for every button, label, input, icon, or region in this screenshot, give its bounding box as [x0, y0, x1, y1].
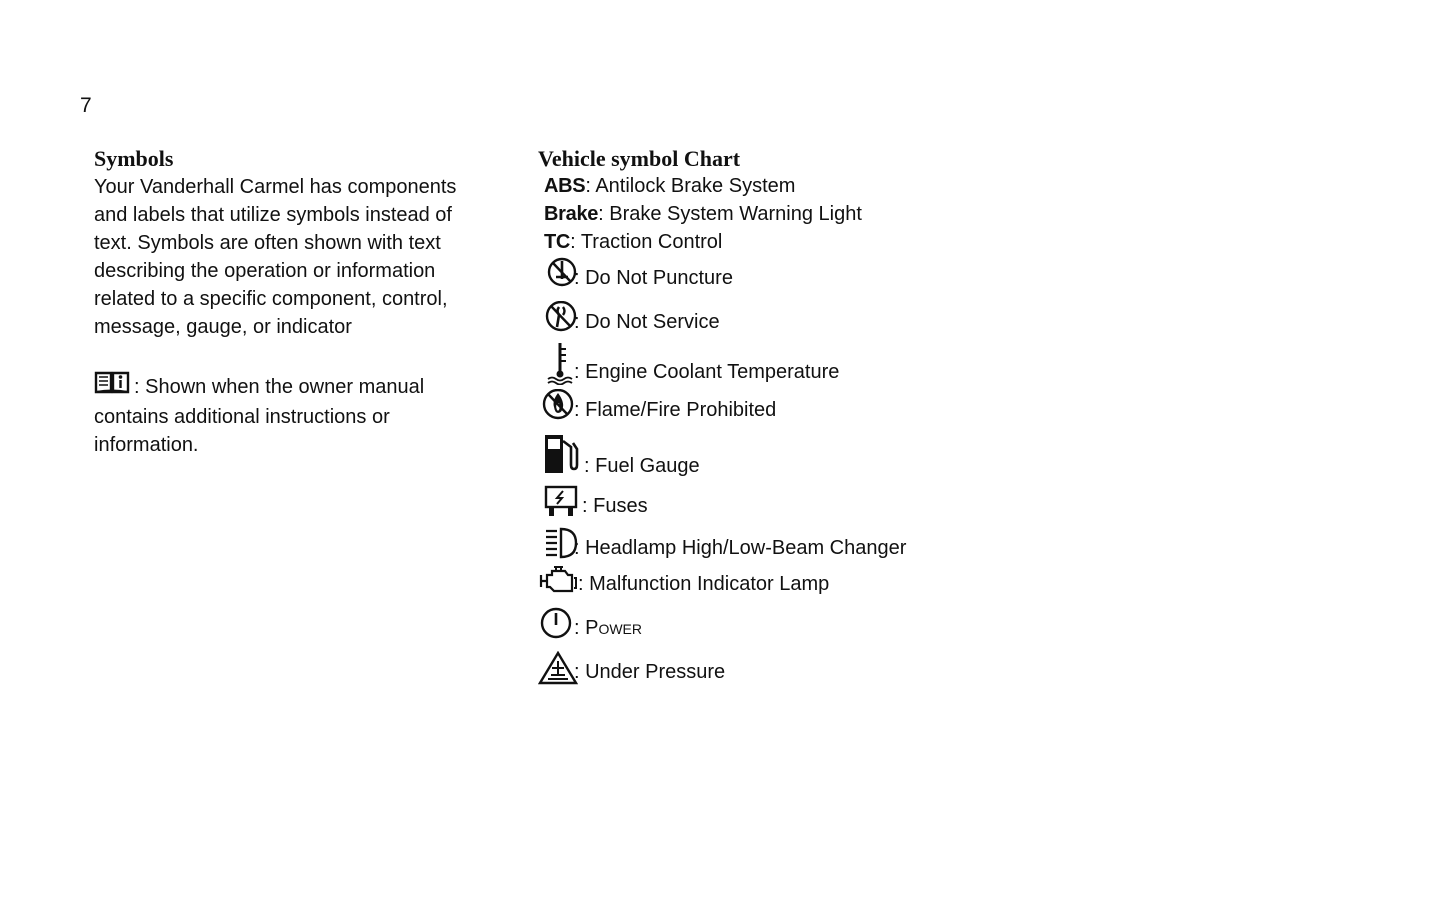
under-pressure-icon	[538, 651, 574, 685]
symbol-row-power	[538, 607, 642, 641]
do-not-puncture-text: : Do Not Puncture	[574, 267, 733, 289]
tc-label: TC	[544, 231, 571, 253]
symbols-section	[94, 145, 494, 459]
fuel-gauge-icon	[538, 431, 584, 479]
brake-description: : Brake System Warning Light	[598, 203, 862, 225]
owner-manual-note	[94, 369, 494, 459]
symbol-row-malfunction	[538, 563, 829, 597]
engine-coolant-text: : Engine Coolant Temperature	[574, 361, 840, 383]
power-icon	[538, 607, 574, 641]
headlamp-icon	[538, 527, 574, 561]
symbol-row-headlamp	[538, 527, 906, 561]
symbol-row-abs	[538, 173, 795, 199]
headlamp-text: : Headlamp High/Low-Beam Changer	[574, 537, 907, 559]
flame-prohibited-text: : Flame/Fire Prohibited	[574, 399, 777, 421]
abs-label: ABS	[544, 175, 586, 197]
book-icon	[94, 369, 130, 403]
do-not-puncture-icon	[538, 257, 574, 291]
brake-label: Brake	[544, 203, 599, 225]
engine-malfunction-icon	[538, 563, 578, 597]
symbols-description: Your Vanderhall Carmel has components and labels that utilize symbols instead of text. Symbols are often shown with text describing the operation or information related to a specific component, control, message, gauge, or indicator	[94, 176, 457, 338]
do-not-service-text: : Do Not Service	[574, 311, 720, 333]
malfunction-text: : Malfunction Indicator Lamp	[578, 573, 830, 595]
page-number: 7	[80, 94, 92, 117]
vehicle-symbol-chart	[538, 145, 998, 683]
symbols-heading: Symbols	[94, 146, 174, 171]
power-text: : Power	[574, 617, 643, 639]
symbol-row-flame-prohibited	[538, 389, 776, 423]
symbol-row-do-not-service	[538, 301, 720, 335]
symbol-row-fuel-gauge	[538, 431, 700, 479]
abs-description: : Antilock Brake System	[585, 175, 796, 197]
symbol-row-engine-coolant	[538, 341, 839, 385]
owner-manual-note-text: : Shown when the owner manual contains additional instructions or information.	[94, 376, 425, 456]
symbol-row-tc	[538, 229, 722, 255]
symbol-row-brake	[538, 201, 862, 227]
under-pressure-text: : Under Pressure	[574, 661, 726, 683]
symbol-row-under-pressure	[538, 651, 725, 685]
fuel-gauge-text: : Fuel Gauge	[584, 455, 700, 477]
do-not-service-icon	[538, 301, 574, 335]
chart-heading: Vehicle symbol Chart	[538, 146, 741, 171]
tc-description: : Traction Control	[570, 231, 723, 253]
symbol-row-fuses	[538, 485, 648, 519]
symbol-row-do-not-puncture	[538, 257, 733, 291]
engine-coolant-icon	[538, 341, 574, 385]
fuses-text: : Fuses	[582, 495, 648, 517]
flame-prohibited-icon	[538, 389, 574, 423]
fuses-icon	[538, 485, 582, 519]
